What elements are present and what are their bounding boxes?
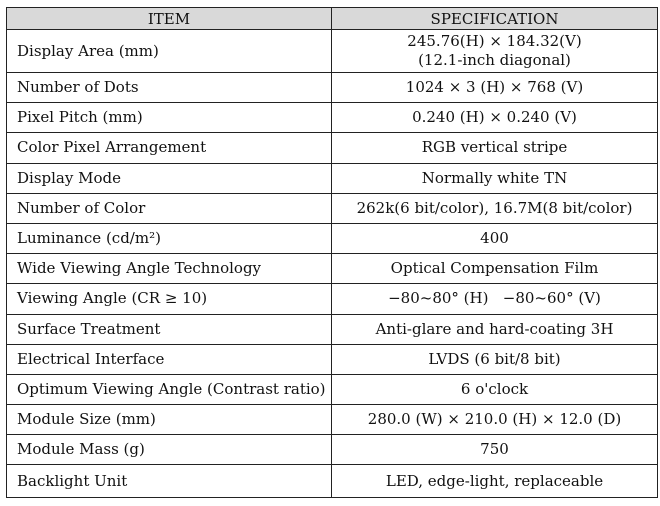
header-specification: SPECIFICATION: [332, 8, 658, 30]
table-row: [7, 314, 658, 344]
spec-cell: 1024 × 3 (H) × 768 (V): [332, 73, 658, 103]
item-cell: Optimum Viewing Angle (Contrast ratio): [7, 374, 332, 404]
spec-cell: 750: [332, 435, 658, 465]
table-row: [7, 435, 658, 465]
item-cell: Number of Color: [7, 193, 332, 223]
item-cell: Display Mode: [7, 163, 332, 193]
spec-cell: RGB vertical stripe: [332, 133, 658, 163]
spec-line-2: (12.1-inch diagonal): [418, 51, 571, 69]
table-row: [7, 193, 658, 223]
table-row: [7, 223, 658, 253]
spec-cell: Optical Compensation Film: [332, 254, 658, 284]
spec-cell: LVDS (6 bit/8 bit): [332, 344, 658, 374]
table-row: [7, 284, 658, 314]
table-row: [7, 73, 658, 103]
item-cell: Display Area (mm): [7, 30, 332, 73]
item-cell: Number of Dots: [7, 73, 332, 103]
spec-cell: 0.240 (H) × 0.240 (V): [332, 103, 658, 133]
table-row: [7, 30, 658, 73]
item-cell: Surface Treatment: [7, 314, 332, 344]
table-row: [7, 133, 658, 163]
spec-cell: 262k(6 bit/color), 16.7M(8 bit/color): [332, 193, 658, 223]
spec-cell: 6 o'clock: [332, 374, 658, 404]
item-cell: Module Size (mm): [7, 405, 332, 435]
item-cell: Pixel Pitch (mm): [7, 103, 332, 133]
table-row: [7, 163, 658, 193]
item-cell: Color Pixel Arrangement: [7, 133, 332, 163]
table-row: [7, 344, 658, 374]
table-row: [7, 103, 658, 133]
spec-cell: Normally white TN: [332, 163, 658, 193]
table-header-row: [7, 8, 658, 30]
spec-cell: 400: [332, 223, 658, 253]
item-cell: Electrical Interface: [7, 344, 332, 374]
spec-cell: [332, 30, 658, 73]
spec-line-1: 245.76(H) × 184.32(V): [407, 32, 582, 50]
table-row: [7, 374, 658, 404]
specification-table: [6, 7, 658, 498]
spec-cell: 280.0 (W) × 210.0 (H) × 12.0 (D): [332, 405, 658, 435]
spec-cell: LED, edge-light, replaceable: [332, 465, 658, 498]
item-cell: Viewing Angle (CR ≥ 10): [7, 284, 332, 314]
table-row: [7, 254, 658, 284]
table-row: [7, 465, 658, 498]
item-cell: Wide Viewing Angle Technology: [7, 254, 332, 284]
table-row: [7, 405, 658, 435]
item-cell: Module Mass (g): [7, 435, 332, 465]
item-cell: Backlight Unit: [7, 465, 332, 498]
header-item: ITEM: [7, 8, 332, 30]
spec-cell: −80~80° (H) −80~60° (V): [332, 284, 658, 314]
spec-cell: Anti-glare and hard-coating 3H: [332, 314, 658, 344]
item-cell: Luminance (cd/m²): [7, 223, 332, 253]
